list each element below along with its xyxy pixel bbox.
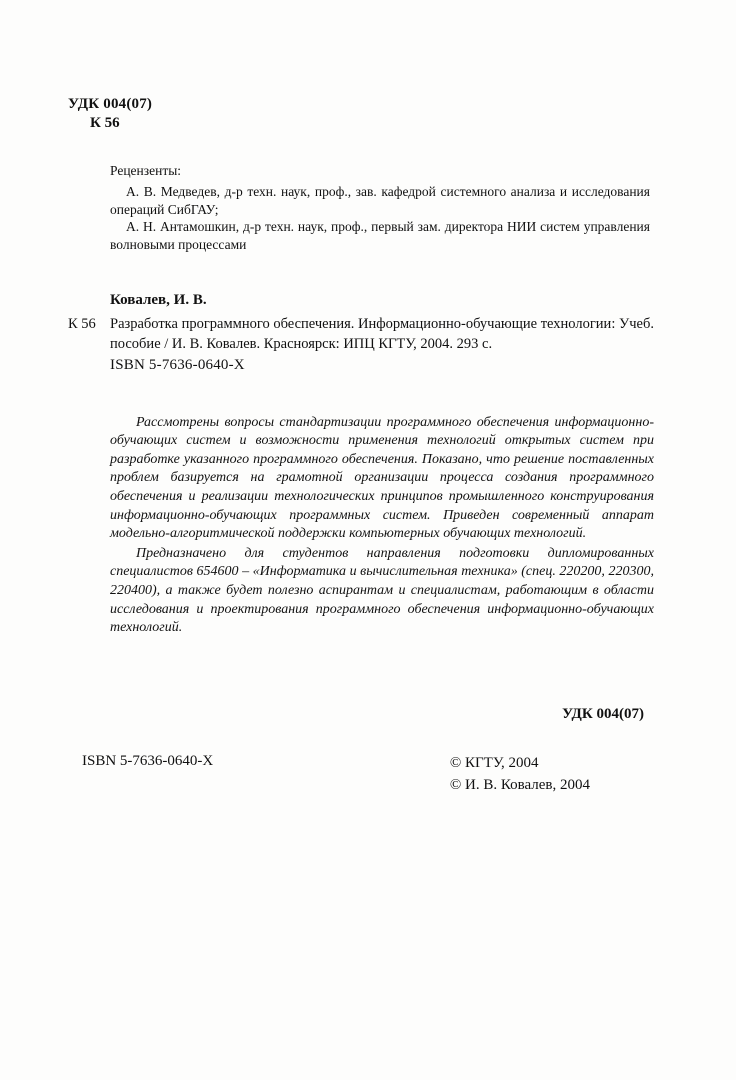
abstract-paragraph: Рассмотрены вопросы стандартизации программного обеспечения информационно-обучающих систем и возможности применения технологий открытых систем при разработке указанного программного обеспечения. Показано, что решение поставленных проблем базируется на грамотной организации процесса создания программного обеспечения и реализации технологических принципов промышленного конструирования информационно-обучающих программных систем. Приведен современный аппарат модельно-алгоритмической поддержки компьютерных обучающих технологий.	[110, 414, 654, 542]
copyright-line: © И. В. Ковалев, 2004	[449, 776, 590, 793]
udk-code-top: УДК 004(07)	[68, 96, 153, 112]
entry-description: Разработка программного обеспечения. Информационно-обучающие технологии: Учеб. пособие / И. В. Ковалев. Красноярск: ИПЦ КГТУ, 2004. 293 с.	[110, 316, 654, 352]
author-name: Ковалев, И. В.	[110, 292, 207, 309]
isbn-bottom: ISBN 5-7636-0640-Х	[82, 752, 214, 769]
abstract-paragraph: Предназначено для студентов направления подготовки дипломированных специалистов 654600 – «Информатика и вычислительная техника» (спец. 220200, 220300, 220400), а также будет полезно аспирантам и специалистам, работающим в области исследования и проектирования программного обеспечения информационно-обучающих технологий.	[110, 545, 654, 636]
reviewers-block	[110, 162, 650, 254]
udk-code-bottom: УДК 004(07)	[562, 705, 644, 722]
bibliographic-entry	[68, 315, 654, 354]
reviewer-item: А. В. Медведев, д-р техн. наук, проф., зав. кафедрой системного анализа и исследования операций СибГАУ;	[110, 183, 650, 217]
catalog-code-top: К 56	[90, 115, 120, 131]
copyright-block	[450, 753, 590, 797]
isbn-top: ISBN 5-7636-0640-Х	[110, 356, 245, 373]
reviewer-item: А. Н. Антамошкин, д-р техн. наук, проф., первый зам. директора НИИ систем управления волновыми процессами	[110, 219, 650, 253]
page-content	[68, 96, 654, 796]
reviewers-label: Рецензенты:	[110, 163, 182, 178]
imprint-row	[68, 753, 654, 797]
abstract-block	[110, 414, 654, 638]
copyright-line: © КГТУ, 2004	[449, 754, 539, 771]
entry-sigla: К 56	[68, 316, 96, 333]
